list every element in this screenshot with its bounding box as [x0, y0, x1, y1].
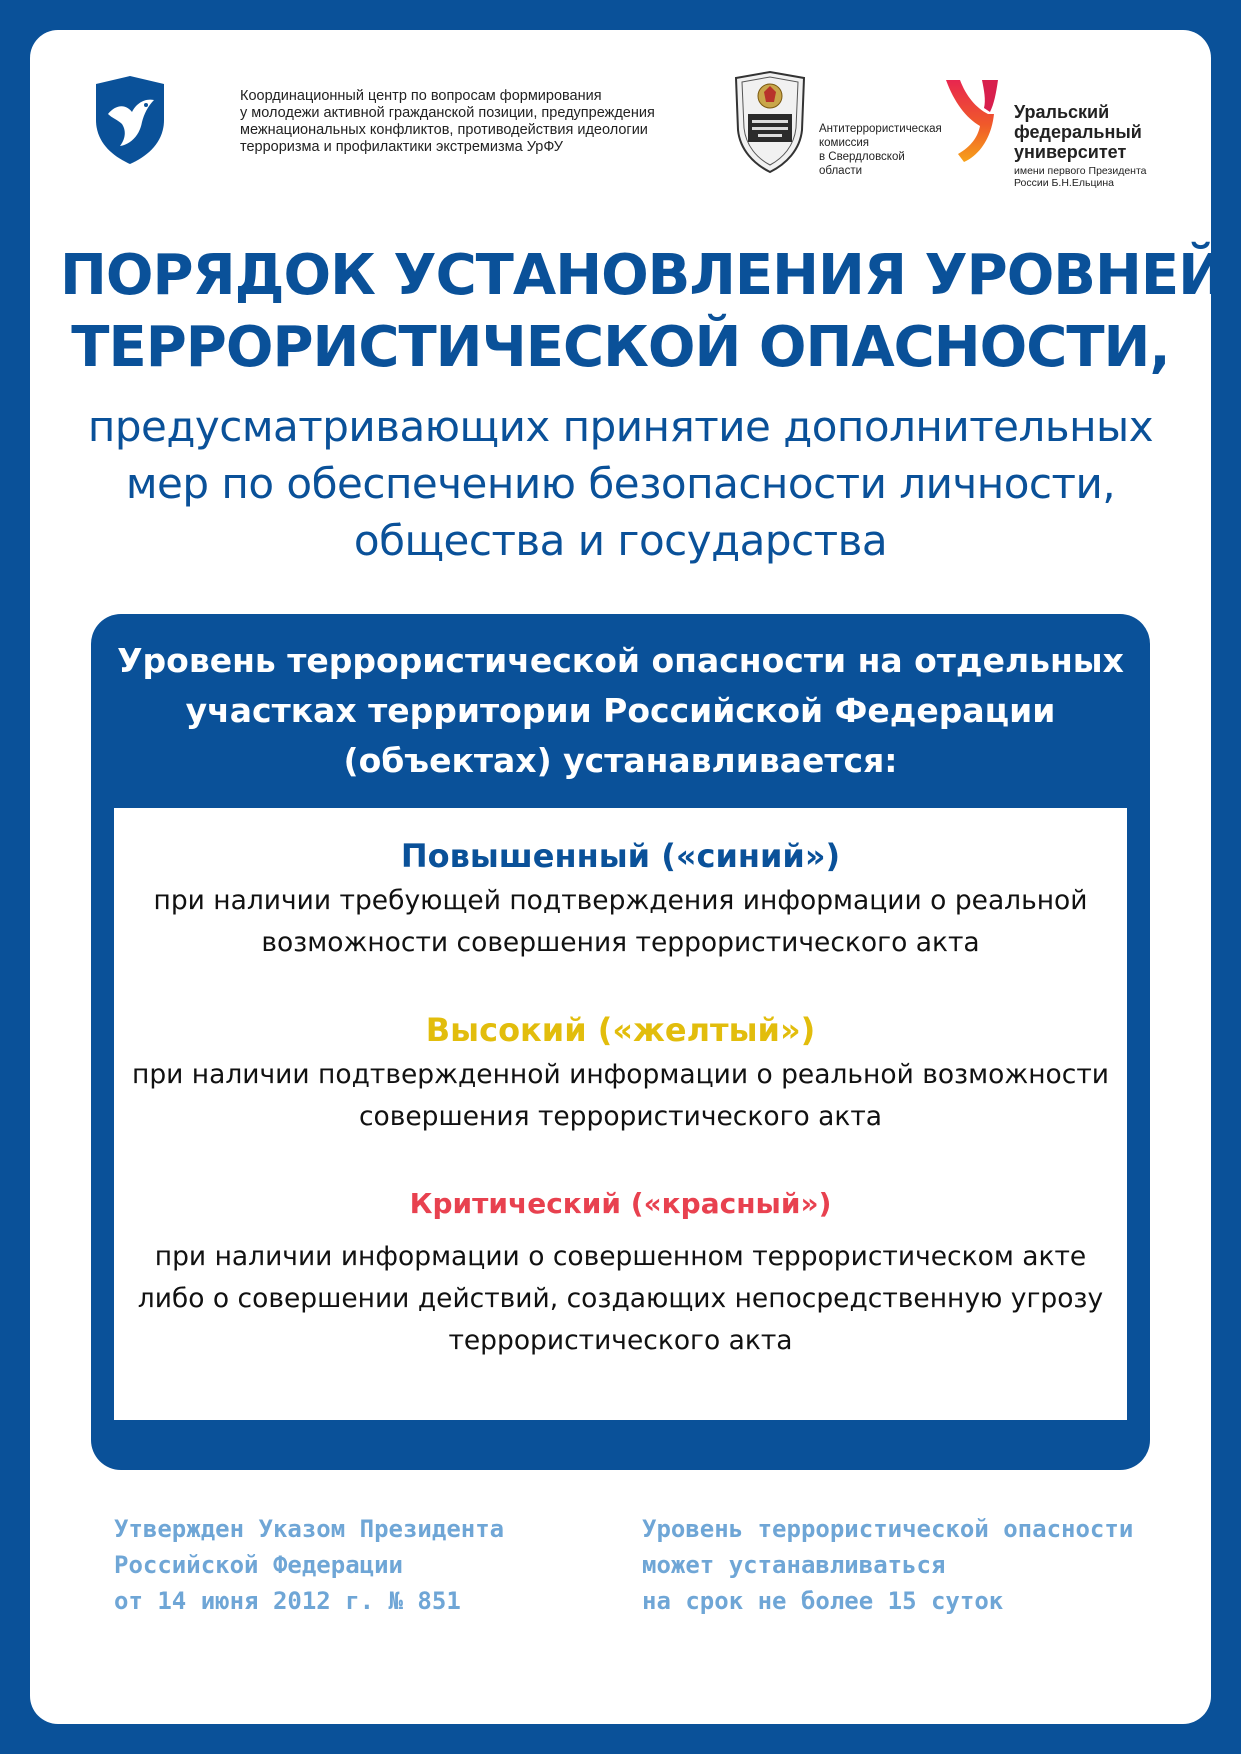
- level-description: [114, 1236, 1127, 1362]
- level-desc-line: либо о совершении действий, создающих непосредственную угрозу: [137, 1283, 1104, 1314]
- page-title: [60, 240, 1224, 384]
- subtitle-line: мер по обеспечению безопасности личности,: [125, 459, 1116, 508]
- urfu-logo: [942, 70, 1192, 189]
- level-red: [114, 1180, 1127, 1362]
- commission-logo: [730, 70, 942, 180]
- center-logo-line: межнациональных конфликтов, противодействия идеологии: [240, 122, 648, 138]
- urfu-sub-line: имени первого Президента: [1014, 165, 1147, 177]
- coordination-center-logo: [90, 70, 730, 170]
- subtitle-line: предусматривающих принятие дополнительных: [87, 402, 1154, 451]
- commission-line: области: [819, 165, 863, 177]
- urfu-name-line: федеральный: [1014, 122, 1142, 142]
- panel-heading-line: (объектах) устанавливается:: [343, 741, 898, 780]
- title-line: ПОРЯДОК УСТАНОВЛЕНИЯ УРОВНЕЙ: [60, 243, 1224, 308]
- duration-note-line: на срок не более 15 суток: [642, 1587, 1004, 1615]
- page-subtitle: [60, 398, 1181, 569]
- level-desc-line: при наличии подтвержденной информации о реальной возможности: [132, 1059, 1109, 1090]
- level-name: Критический («красный»): [409, 1187, 832, 1220]
- panel-heading-line: участках территории Российской Федерации: [185, 691, 1056, 730]
- levels-panel: [91, 614, 1150, 1470]
- urfu-name-line: Уральский: [1014, 102, 1110, 122]
- center-logo-line: терроризма и профилактики экстремизма УрФУ: [240, 139, 563, 155]
- decree-note-line: от 14 июня 2012 г. № 851: [114, 1587, 461, 1615]
- center-logo-line: у молодежи активной гражданской позиции, предупреждения: [240, 105, 655, 121]
- level-desc-line: совершения террористического акта: [358, 1101, 883, 1132]
- duration-note-line: Уровень террористической опасности: [642, 1515, 1134, 1543]
- title-line: ТЕРРОРИСТИЧЕСКОЙ ОПАСНОСТИ,: [71, 315, 1170, 380]
- level-desc-line: при наличии требующей подтверждения информации о реальной: [153, 885, 1088, 916]
- center-logo-line: Координационный центр по вопросам формирования: [240, 88, 602, 104]
- level-description: [114, 880, 1127, 964]
- level-desc-line: возможности совершения террористического акта: [261, 927, 980, 958]
- urfu-sub-line: России Б.Н.Ельцина: [1014, 177, 1114, 189]
- level-description: [114, 1054, 1127, 1138]
- duration-note-line: может устанавливаться: [642, 1551, 946, 1579]
- level-desc-line: при наличии информации о совершенном террористическом акте: [154, 1241, 1087, 1272]
- level-yellow: [114, 1006, 1127, 1138]
- level-name: Высокий («желтый»): [425, 1011, 816, 1049]
- commission-emblem-icon: [730, 70, 810, 174]
- levels-list: [114, 808, 1127, 1420]
- panel-heading-line: Уровень террористической опасности на отдельных: [117, 641, 1124, 680]
- decree-note-line: Российской Федерации: [114, 1551, 403, 1579]
- subtitle-line: общества и государства: [353, 516, 888, 565]
- level-name: Повышенный («синий»): [400, 837, 841, 875]
- level-desc-line: террористического акта: [448, 1325, 793, 1356]
- panel-heading: [111, 636, 1130, 786]
- decree-note-line: Утвержден Указом Президента: [114, 1515, 505, 1543]
- urfu-name-line: университет: [1014, 142, 1127, 162]
- commission-line: в Свердловской: [819, 151, 905, 163]
- commission-line: Антитеррористическая: [819, 123, 942, 135]
- duration-note: [642, 1511, 1162, 1619]
- decree-note: [114, 1511, 634, 1619]
- urfu-mark-icon: [942, 74, 1006, 168]
- poster-page: [30, 30, 1224, 1724]
- level-blue: [114, 832, 1127, 964]
- dove-shield-icon: [90, 74, 168, 166]
- commission-line: комиссия: [819, 137, 870, 149]
